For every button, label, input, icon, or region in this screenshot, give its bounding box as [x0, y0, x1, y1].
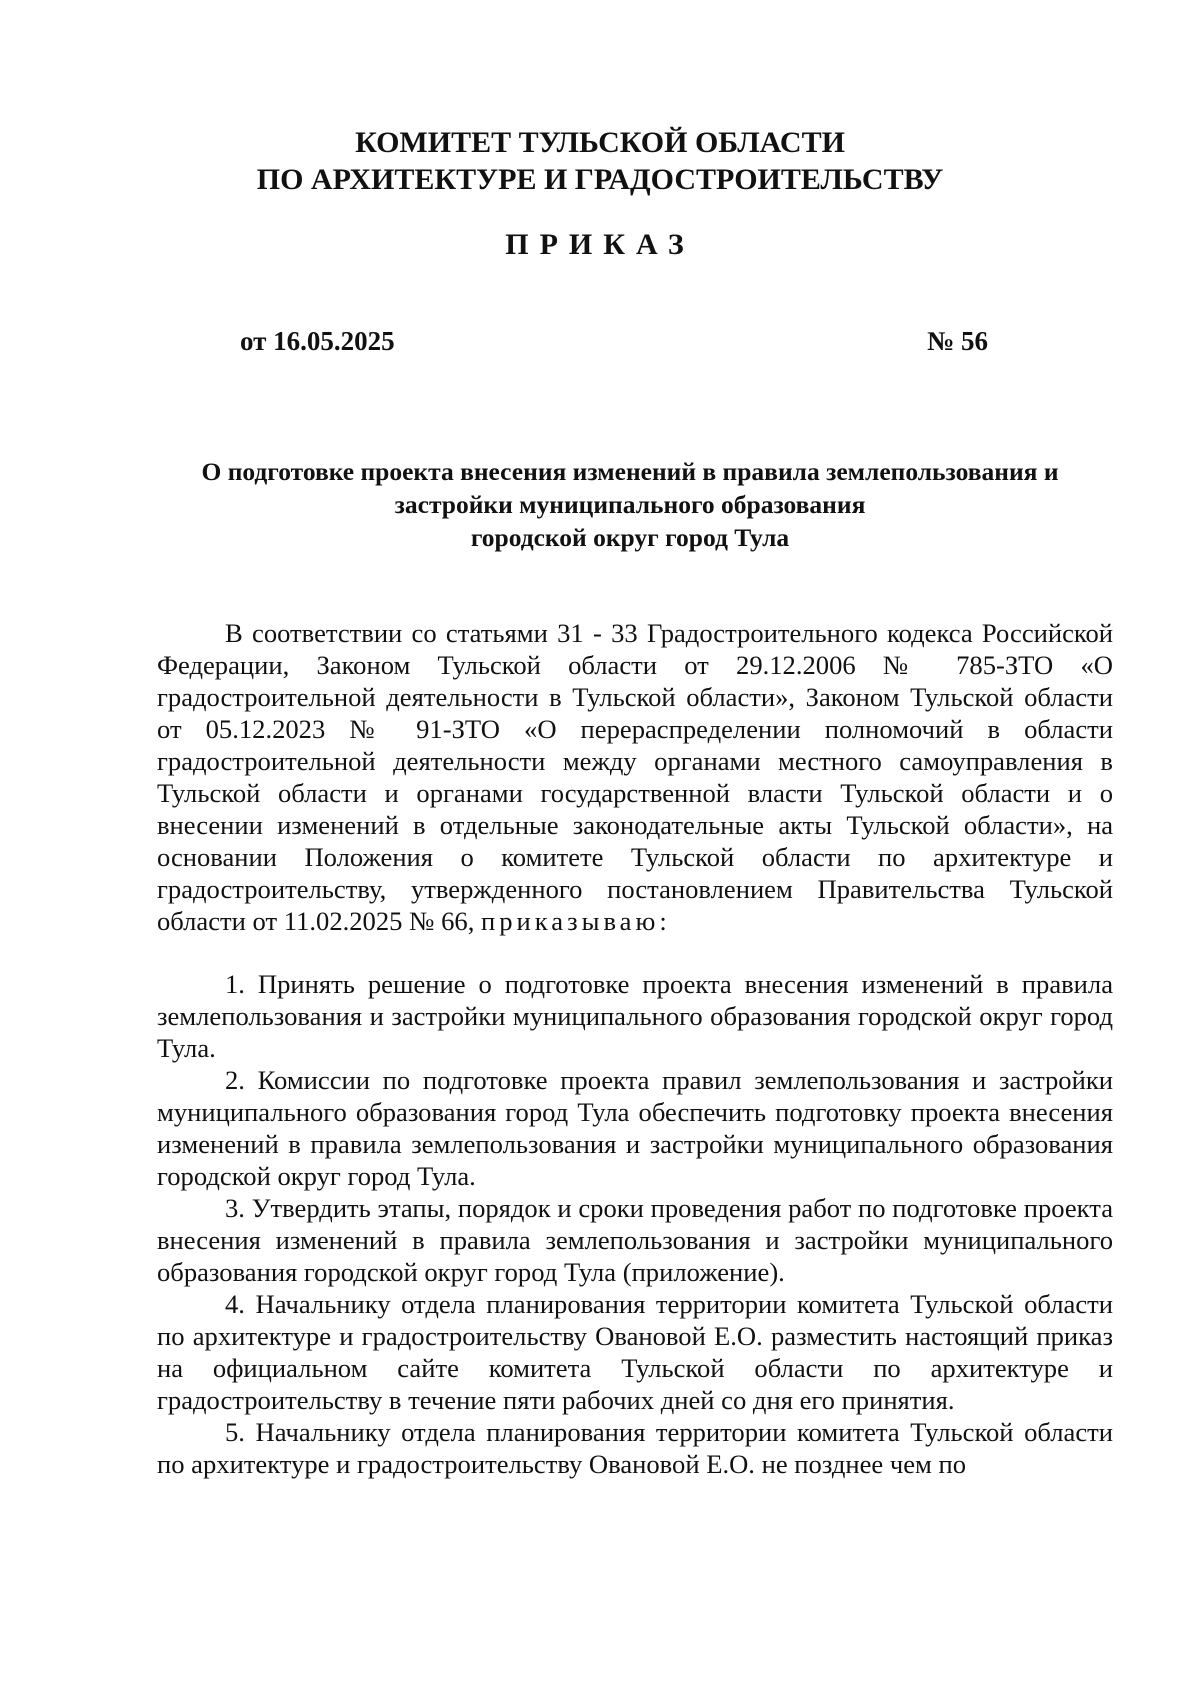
order-item-4: 4. Начальнику отдела планирования территории комитета Тульской области по архитектуре и градостроительству Овановой Е.О. разместить настоящий приказ на официальном сайте комитета Тульской области по архитектуре и градостроительству в течение пяти рабочих дней со дня его принятия. — [157, 1289, 1113, 1415]
order-number: № 56 — [927, 326, 988, 356]
order-word: приказываю: — [481, 906, 671, 936]
organization-name — [0, 124, 1200, 198]
preamble-text: В соответствии со статьями 31 - 33 Градостроительного кодекса Российской Федерации, Законом Тульской области от 29.12.2006 № 785-ЗТО «О градостроительной деятельности в Тульской области», Законом Тульской области от 05.12.2023 № 91-ЗТО «О перераспределении полномочий в области градостроительной деятельности между органами местного самоуправления в Тульской области и органами государственной власти Тульской области и о внесении изменений в отдельные законодательные акты Тульской области», на основании Положения о комитете Тульской области по архитектуре и градостроительству, утвержденного постановлением Правительства Тульской области от 11.02.2025 № 66, — [157, 618, 1113, 936]
order-item-2: 2. Комиссии по подготовке проекта правил землепользования и застройки муниципального образования город Тула обеспечить подготовку проекта внесения изменений в правила землепользования и застройки муниципального образования городской округ город Тула. — [157, 1065, 1113, 1191]
order-item-5: 5. Начальнику отдела планирования территории комитета Тульской области по архитектуре и градостроительству Овановой Е.О. не позднее чем по — [157, 1417, 1113, 1479]
subject-line-2: застройки муниципального образования — [394, 490, 866, 519]
order-subject — [140, 455, 1120, 554]
document-type: ПРИКАЗ — [505, 228, 695, 261]
order-body — [157, 617, 1113, 1480]
subject-line-1: О подготовке проекта внесения изменений в правила землепользования и — [201, 457, 1059, 486]
preamble-paragraph — [157, 617, 1113, 937]
organization-line-2: ПО АРХИТЕКТУРЕ И ГРАДОСТРОИТЕЛЬСТВУ — [256, 163, 944, 196]
order-item-3: 3. Утвердить этапы, порядок и сроки проведения работ по подготовке проекта внесения изменений в правила землепользования и застройки муниципального образования городской округ город Тула (приложение). — [157, 1193, 1113, 1287]
order-date: от 16.05.2025 — [240, 326, 395, 356]
organization-line-1: КОМИТЕТ ТУЛЬСКОЙ ОБЛАСТИ — [355, 126, 845, 159]
subject-line-3: городской округ город Тула — [470, 523, 790, 552]
order-item-1: 1. Принять решение о подготовке проекта внесения изменений в правила землепользования и застройки муниципального образования городской округ город Тула. — [157, 969, 1113, 1063]
